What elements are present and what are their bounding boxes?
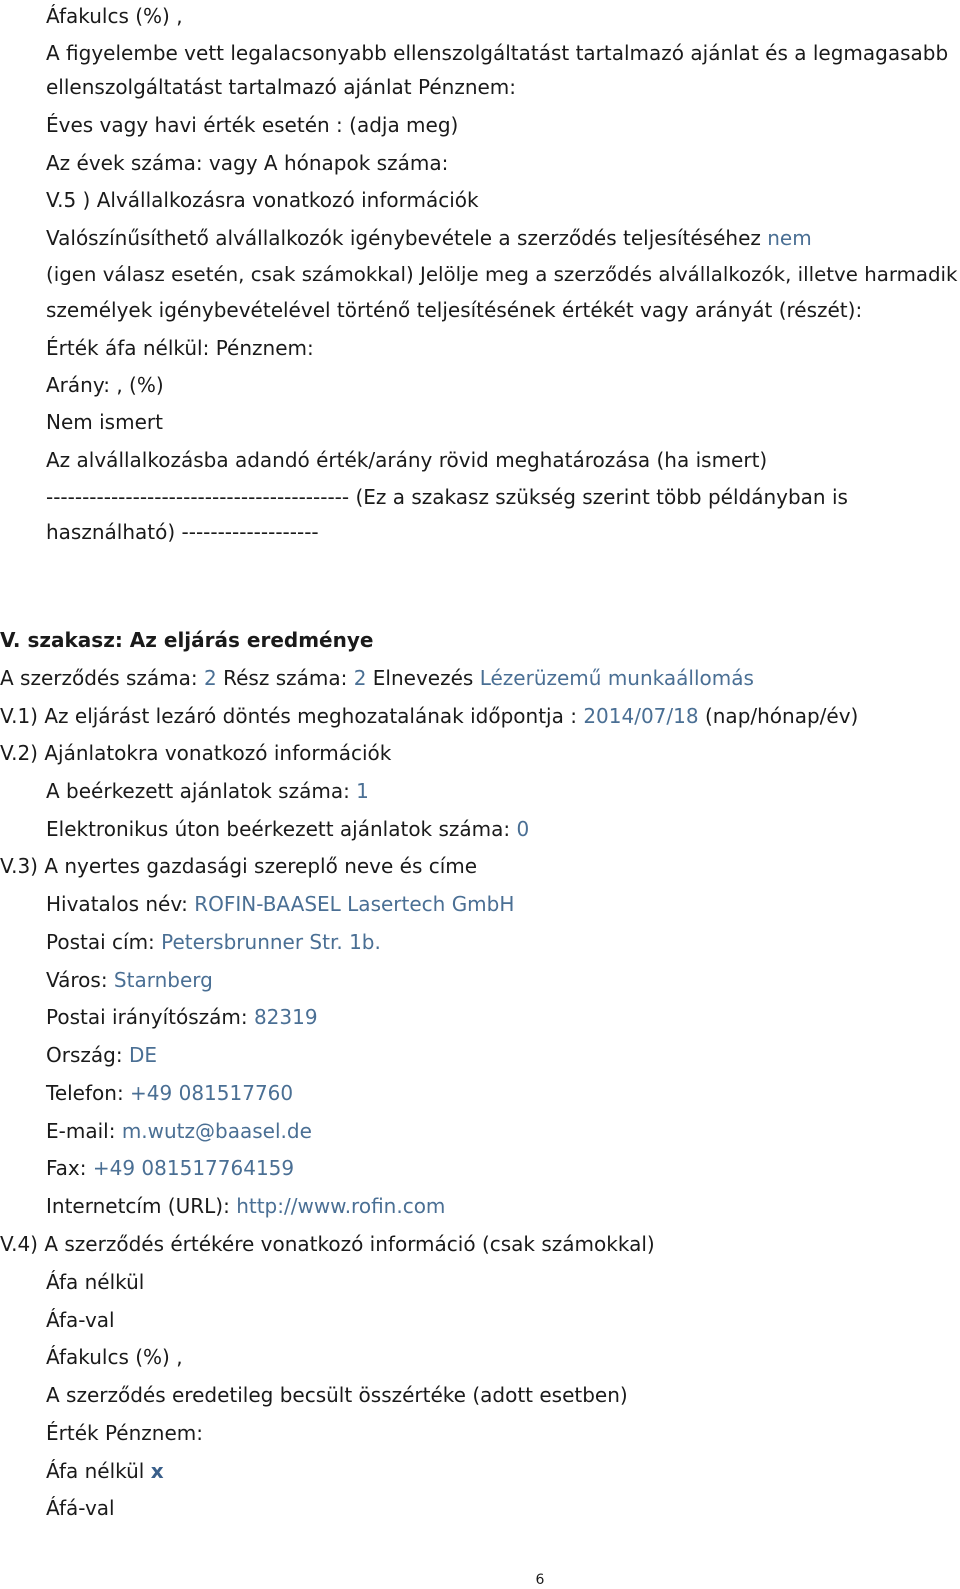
separator-line-1: ------------------------------------------ (Ez a szakasz szükség szerint több példányban is (46, 485, 848, 509)
internet-line (46, 1194, 445, 1218)
part-number-label: Rész száma: (223, 666, 348, 690)
lowest-highest-offer-line-1: A figyelembe vett legalacsonyabb ellenszolgáltatást tartalmazó ajánlat és a legmagasabb (46, 41, 949, 65)
part-number-value: 2 (353, 666, 367, 690)
phone-label: Telefon: (46, 1081, 124, 1105)
electronic-offers-line (46, 817, 529, 841)
postal-code-line (46, 1005, 318, 1029)
subcontractor-likely-value: nem (767, 226, 812, 250)
incl-vat-line: Áfa-val (46, 1308, 115, 1332)
excl-vat-mark: x (150, 1459, 164, 1483)
years-months-line: Az évek száma: vagy A hónapok száma: (46, 151, 449, 175)
fax-line (46, 1156, 294, 1180)
contract-number-line (0, 666, 754, 690)
short-description-line: Az alvállalkozásba adandó érték/arány rövid meghatározása (ha ismert) (46, 448, 768, 472)
value-excl-vat-line: Érték áfa nélkül: Pénznem: (46, 336, 314, 360)
title-label: Elnevezés (372, 666, 474, 690)
phone-line (46, 1081, 293, 1105)
official-name-line (46, 892, 514, 916)
phone-value: +49 081517760 (130, 1081, 294, 1105)
annual-monthly-line: Éves vagy havi érték esetén : (adja meg) (46, 113, 459, 137)
country-line (46, 1043, 157, 1067)
postal-code-label: Postai irányítószám: (46, 1005, 248, 1029)
v1-suffix: (nap/hónap/év) (704, 704, 859, 728)
country-label: Ország: (46, 1043, 123, 1067)
offers-received-line (46, 779, 369, 803)
not-known-line: Nem ismert (46, 410, 163, 434)
postal-code-value: 82319 (253, 1005, 318, 1029)
postal-address-value: Petersbrunner Str. 1b. (161, 930, 381, 954)
electronic-offers-label: Elektronikus úton beérkezett ajánlatok száma: (46, 817, 511, 841)
v1-line (0, 704, 858, 728)
fax-label: Fax: (46, 1156, 87, 1180)
vat-rate-line: Áfakulcs (%) , (46, 1345, 183, 1369)
excl-vat-line: Áfa nélkül (46, 1270, 145, 1294)
v1-label: V.1) Az eljárást lezáró döntés meghozatalának időpontja : (0, 704, 577, 728)
contract-number-value: 2 (204, 666, 217, 690)
incl-vat-line-2: Áfá-val (46, 1496, 115, 1520)
v1-date-value: 2014/07/18 (583, 704, 699, 728)
postal-address-label: Postai cím: (46, 930, 155, 954)
excl-vat-marked-label: Áfa nélkül (46, 1459, 145, 1483)
city-line (46, 968, 213, 992)
separator-line-2: használható) ------------------- (46, 520, 319, 544)
official-name-label: Hivatalos név: (46, 892, 188, 916)
email-line (46, 1119, 312, 1143)
v2-heading: V.2) Ajánlatokra vonatkozó információk (0, 741, 392, 765)
yes-answer-line-1: (igen válasz esetén, csak számokkal) Jelölje meg a szerződés alvállalkozók, illetve harmadik (46, 263, 958, 286)
v3-heading: V.3) A nyertes gazdasági szereplő neve és címe (0, 854, 478, 878)
subcontractor-likely-label: Valószínűsíthető alvállalkozók igénybevétele a szerződés teljesítéséhez (46, 226, 761, 250)
originally-estimated-line: A szerződés eredetileg becsült összértéke (adott esetben) (46, 1383, 628, 1407)
afakulcs-line: Áfakulcs (%) , (46, 4, 183, 28)
offers-received-value: 1 (356, 779, 369, 803)
offers-received-label: A beérkezett ajánlatok száma: (46, 779, 350, 803)
internet-label: Internetcím (URL): (46, 1194, 230, 1218)
lowest-highest-offer-line-2: ellenszolgáltatást tartalmazó ajánlat Pénznem: (46, 75, 517, 99)
internet-value: http://www.rofin.com (236, 1194, 446, 1218)
fax-value: +49 081517764159 (92, 1156, 295, 1180)
postal-address-line (46, 930, 381, 954)
v4-heading: V.4) A szerződés értékére vonatkozó információ (csak számokkal) (0, 1232, 655, 1256)
electronic-offers-value: 0 (516, 817, 530, 841)
country-value: DE (128, 1043, 157, 1067)
city-label: Város: (46, 968, 108, 992)
official-name-value: ROFIN-BAASEL Lasertech GmbH (194, 892, 515, 916)
email-label: E-mail: (46, 1119, 116, 1143)
email-value: m.wutz@baasel.de (121, 1119, 312, 1143)
title-value: Lézerüzemű munkaállomás (479, 666, 754, 690)
contract-number-label: A szerződés száma: (0, 666, 198, 690)
subcontractor-likely-line (46, 226, 812, 250)
excl-vat-marked-line (46, 1459, 164, 1483)
yes-answer-line-2: személyek igénybevételével történő teljesítésének értékét vagy arányát (részét): (46, 298, 863, 322)
value-currency-line: Érték Pénznem: (46, 1421, 203, 1445)
v5-heading: V.5 ) Alvállalkozásra vonatkozó információk (46, 188, 479, 212)
section-v-heading: V. szakasz: Az eljárás eredménye (0, 628, 374, 652)
ratio-line: Arány: , (%) (46, 373, 164, 397)
page-number: 6 (535, 1572, 545, 1588)
city-value: Starnberg (113, 968, 213, 992)
